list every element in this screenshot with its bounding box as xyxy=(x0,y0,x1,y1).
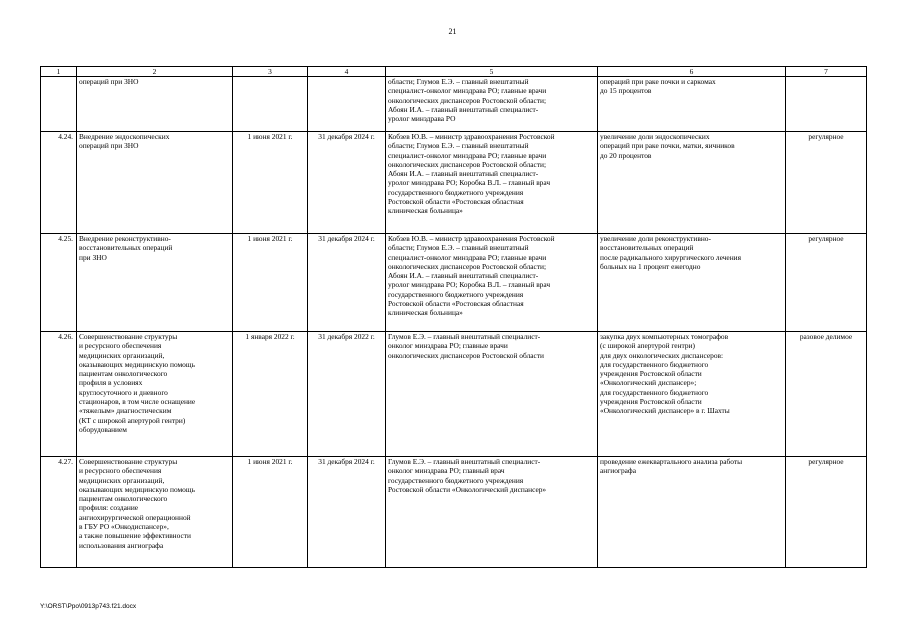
end-date: 31 декабря 2022 г. xyxy=(308,332,386,457)
column-header: 6 xyxy=(598,67,786,77)
expected-result: операций при раке почки и саркомах до 15 процентов xyxy=(598,77,786,132)
column-number-row xyxy=(41,67,867,77)
start-date: 1 июня 2021 г. xyxy=(233,457,308,568)
measure-type: разовое делимое xyxy=(786,332,867,457)
measure-name: Совершенствование структуры и ресурсного обеспечения медицинских организаций, оказывающих медицинскую помощь пациентам онкологического профиля в условиях круглосуточного и дневного стационаров, в том числе оснащение «тяжелым» диагностическим (КТ с широкой апертурой гентри) оборудованием xyxy=(77,332,233,457)
column-header: 2 xyxy=(77,67,233,77)
expected-result: увеличение доли реконструктивно- восстановительных операций после радикального хирургического лечения больных на 1 процент ежегодно xyxy=(598,234,786,332)
file-path-footer: Y:\ORST\Ppo\0913p743.f21.docx xyxy=(40,603,137,610)
start-date: 1 января 2022 г. xyxy=(233,332,308,457)
table-row xyxy=(41,132,867,234)
start-date xyxy=(233,77,308,132)
measure-type: регулярное xyxy=(786,234,867,332)
end-date xyxy=(308,77,386,132)
measure-name: Внедрение эндоскопических операций при ЗНО xyxy=(77,132,233,234)
responsible: области; Глумов Е.Э. – главный внештатный специалист-онколог минздрава РО; главные врачи онкологических диспансеров Ростовской области; Абоян И.А. – главный внештатный специалист- уролог минздрава РО xyxy=(386,77,598,132)
table-row xyxy=(41,457,867,568)
start-date: 1 июня 2021 г. xyxy=(233,132,308,234)
end-date: 31 декабря 2024 г. xyxy=(308,132,386,234)
measure-type xyxy=(786,77,867,132)
measures-table xyxy=(40,66,867,568)
end-date: 31 декабря 2024 г. xyxy=(308,234,386,332)
column-header: 5 xyxy=(386,67,598,77)
start-date: 1 июня 2021 г. xyxy=(233,234,308,332)
page-number: 21 xyxy=(448,27,457,36)
column-header: 1 xyxy=(41,67,77,77)
column-header: 7 xyxy=(786,67,867,77)
column-header: 4 xyxy=(308,67,386,77)
responsible: Глумов Е.Э. – главный внештатный специалист- онколог минздрава РО; главный врач государственного бюджетного учреждения Ростовской области «Онкологический диспансер» xyxy=(386,457,598,568)
measure-name: Совершенствование структуры и ресурсного обеспечения медицинских организаций, оказывающих медицинскую помощь пациентам онкологического профиля: создание ангиохирургической операционной в ГБУ РО «Онкодиспансер», а также повышение эффективности использования ангиографа xyxy=(77,457,233,568)
responsible: Кобзев Ю.В. – министр здравоохранения Ростовской области; Глумов Е.Э. – главный внештатный специалист-онколог минздрава РО; главные врачи онкологических диспансеров Ростовской области; Абоян И.А. – главный внештатный специалист- уролог минздрава РО; Коробка В.Л. – главный врач государственного бюджетного учреждения Ростовской области «Ростовская областная клиническая больница» xyxy=(386,234,598,332)
table-row xyxy=(41,77,867,132)
table-row xyxy=(41,234,867,332)
measure-type: регулярное xyxy=(786,457,867,568)
column-header: 3 xyxy=(233,67,308,77)
measure-name: операций при ЗНО xyxy=(77,77,233,132)
measure-type: регулярное xyxy=(786,132,867,234)
responsible: Кобзев Ю.В. – министр здравоохранения Ростовской области; Глумов Е.Э. – главный внештатный специалист-онколог минздрава РО; главные врачи онкологических диспансеров Ростовской области; Абоян И.А. – главный внештатный специалист- уролог минздрава РО; Коробка В.Л. – главный врач государственного бюджетного учреждения Ростовской области «Ростовская областная клиническая больница» xyxy=(386,132,598,234)
end-date: 31 декабря 2024 г. xyxy=(308,457,386,568)
row-number: 4.27. xyxy=(41,457,77,568)
expected-result: проведение ежеквартального анализа работы ангиографа xyxy=(598,457,786,568)
row-number: 4.25. xyxy=(41,234,77,332)
measure-name: Внедрение реконструктивно- восстановительных операций при ЗНО xyxy=(77,234,233,332)
row-number: 4.26. xyxy=(41,332,77,457)
expected-result: увеличение доли эндоскопических операций при раке почки, матки, яичников до 20 процентов xyxy=(598,132,786,234)
row-number: 4.24. xyxy=(41,132,77,234)
expected-result: закупка двух компьютерных томографов (с широкой апертурой гентри) для двух онкологических диспансеров: для государственного бюджетного учреждения Ростовской области «Онкологический диспансер»; для государственного бюджетного учреждения Ростовской области «Онкологический диспансер» в г. Шахты xyxy=(598,332,786,457)
responsible: Глумов Е.Э. – главный внештатный специалист- онколог минздрава РО; главные врачи онкологических диспансеров Ростовской области xyxy=(386,332,598,457)
row-number xyxy=(41,77,77,132)
table-row xyxy=(41,332,867,457)
